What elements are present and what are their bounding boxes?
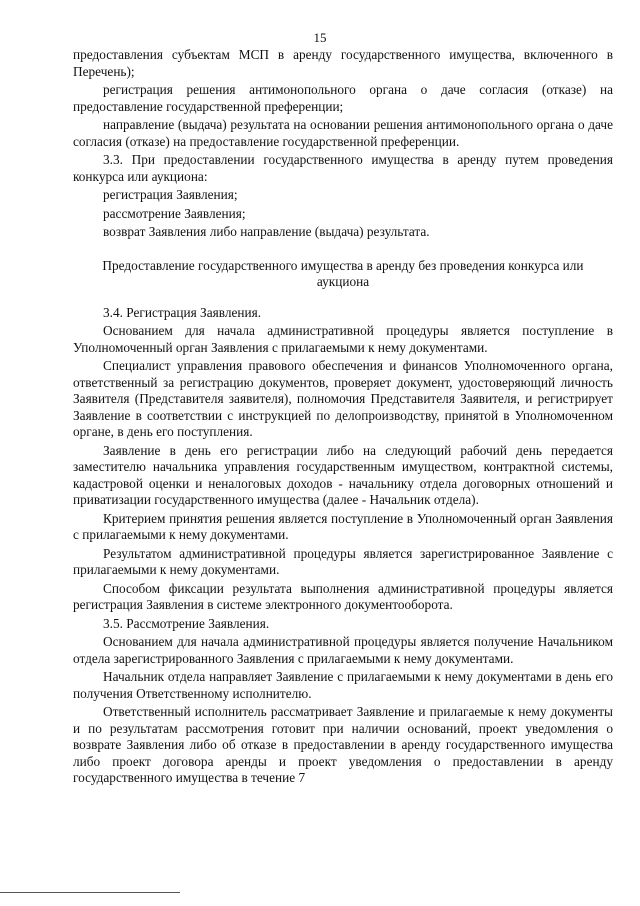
paragraph: Результатом административной процедуры является зарегистрированное Заявление с прилагаемыми к нему документами. [73,545,613,577]
paragraph: Специалист управления правового обеспечения и финансов Уполномоченного органа, ответственный за регистрацию документов, проверяет документ, удостоверяющий личность Заявителя (Представителя заявителя), полномочия Представителя Заявителя, и регистрирует Заявление в соответствии с инструкцией по делопроизводству, принятой в Уполномоченном органе, в день его поступления. [73,358,613,439]
paragraph: предоставления субъектам МСП в аренду государственного имущества, включенного в Перечень); [73,47,613,79]
paragraph: 3.5. Рассмотрение Заявления. [103,615,270,631]
paragraph: регистрация Заявления; [103,187,238,202]
paragraph: рассмотрение Заявления; [103,205,246,221]
paragraph: возврат Заявления либо направление (выдача) результата. [103,224,430,239]
paragraph: Заявление в день его регистрации либо на следующий рабочий день передается заместителю начальника управления государственным имуществом, контрактной системы, кадастровой оценки и неналоговых доходов - начальнику отдела договорных отношений и приватизации государственного имущества (далее - Начальник отдела). [73,442,613,507]
section-heading: Предоставление государственного имущества в аренду без проведения конкурса или аукциона [102,257,584,289]
paragraph-group-top [73,47,613,241]
paragraph: Критерием принятия решения является поступление в Уполномоченный орган Заявления с прилагаемыми к нему документами. [73,510,613,542]
paragraph: направление (выдача) результата на основании решения антимонопольного органа о даче согласия (отказе) на предоставление государственной преференции. [73,117,613,149]
page-number: 15 [313,30,327,45]
paragraph: регистрация решения антимонопольного органа о даче согласия (отказе) на предоставление государственной преференции; [73,82,613,114]
paragraph: Начальник отдела направляет Заявление с прилагаемыми к нему документами в день его получения Ответственному исполнителю. [73,669,613,701]
paragraph-group-bottom [73,305,613,787]
document-body [73,47,613,787]
paragraph: Способом фиксации результата выполнения административной процедуры является регистрация Заявления в системе электронного документооборота. [73,580,613,612]
paragraph: Ответственный исполнитель рассматривает Заявление и прилагаемые к нему документы и по результатам рассмотрения готовит при наличии оснований, проект уведомления о возврате Заявления либо об отказе в предоставлении в аренду государственного имущества либо проект договора аренды и проект уведомления о предоставлении в аренду государственного имущества в течение 7 [73,704,613,785]
page-edge-line [0,892,180,893]
paragraph: Основанием для начала административной процедуры является поступление в Уполномоченный орган Заявления с прилагаемыми к нему документами. [73,323,613,355]
paragraph: 3.3. При предоставлении государственного имущества в аренду путем проведения конкурса или аукциона: [73,152,613,184]
paragraph: 3.4. Регистрация Заявления. [103,304,262,320]
paragraph: Основанием для начала административной процедуры является получение Начальником отдела зарегистрированного Заявления с прилагаемыми к нему документами. [73,634,613,666]
